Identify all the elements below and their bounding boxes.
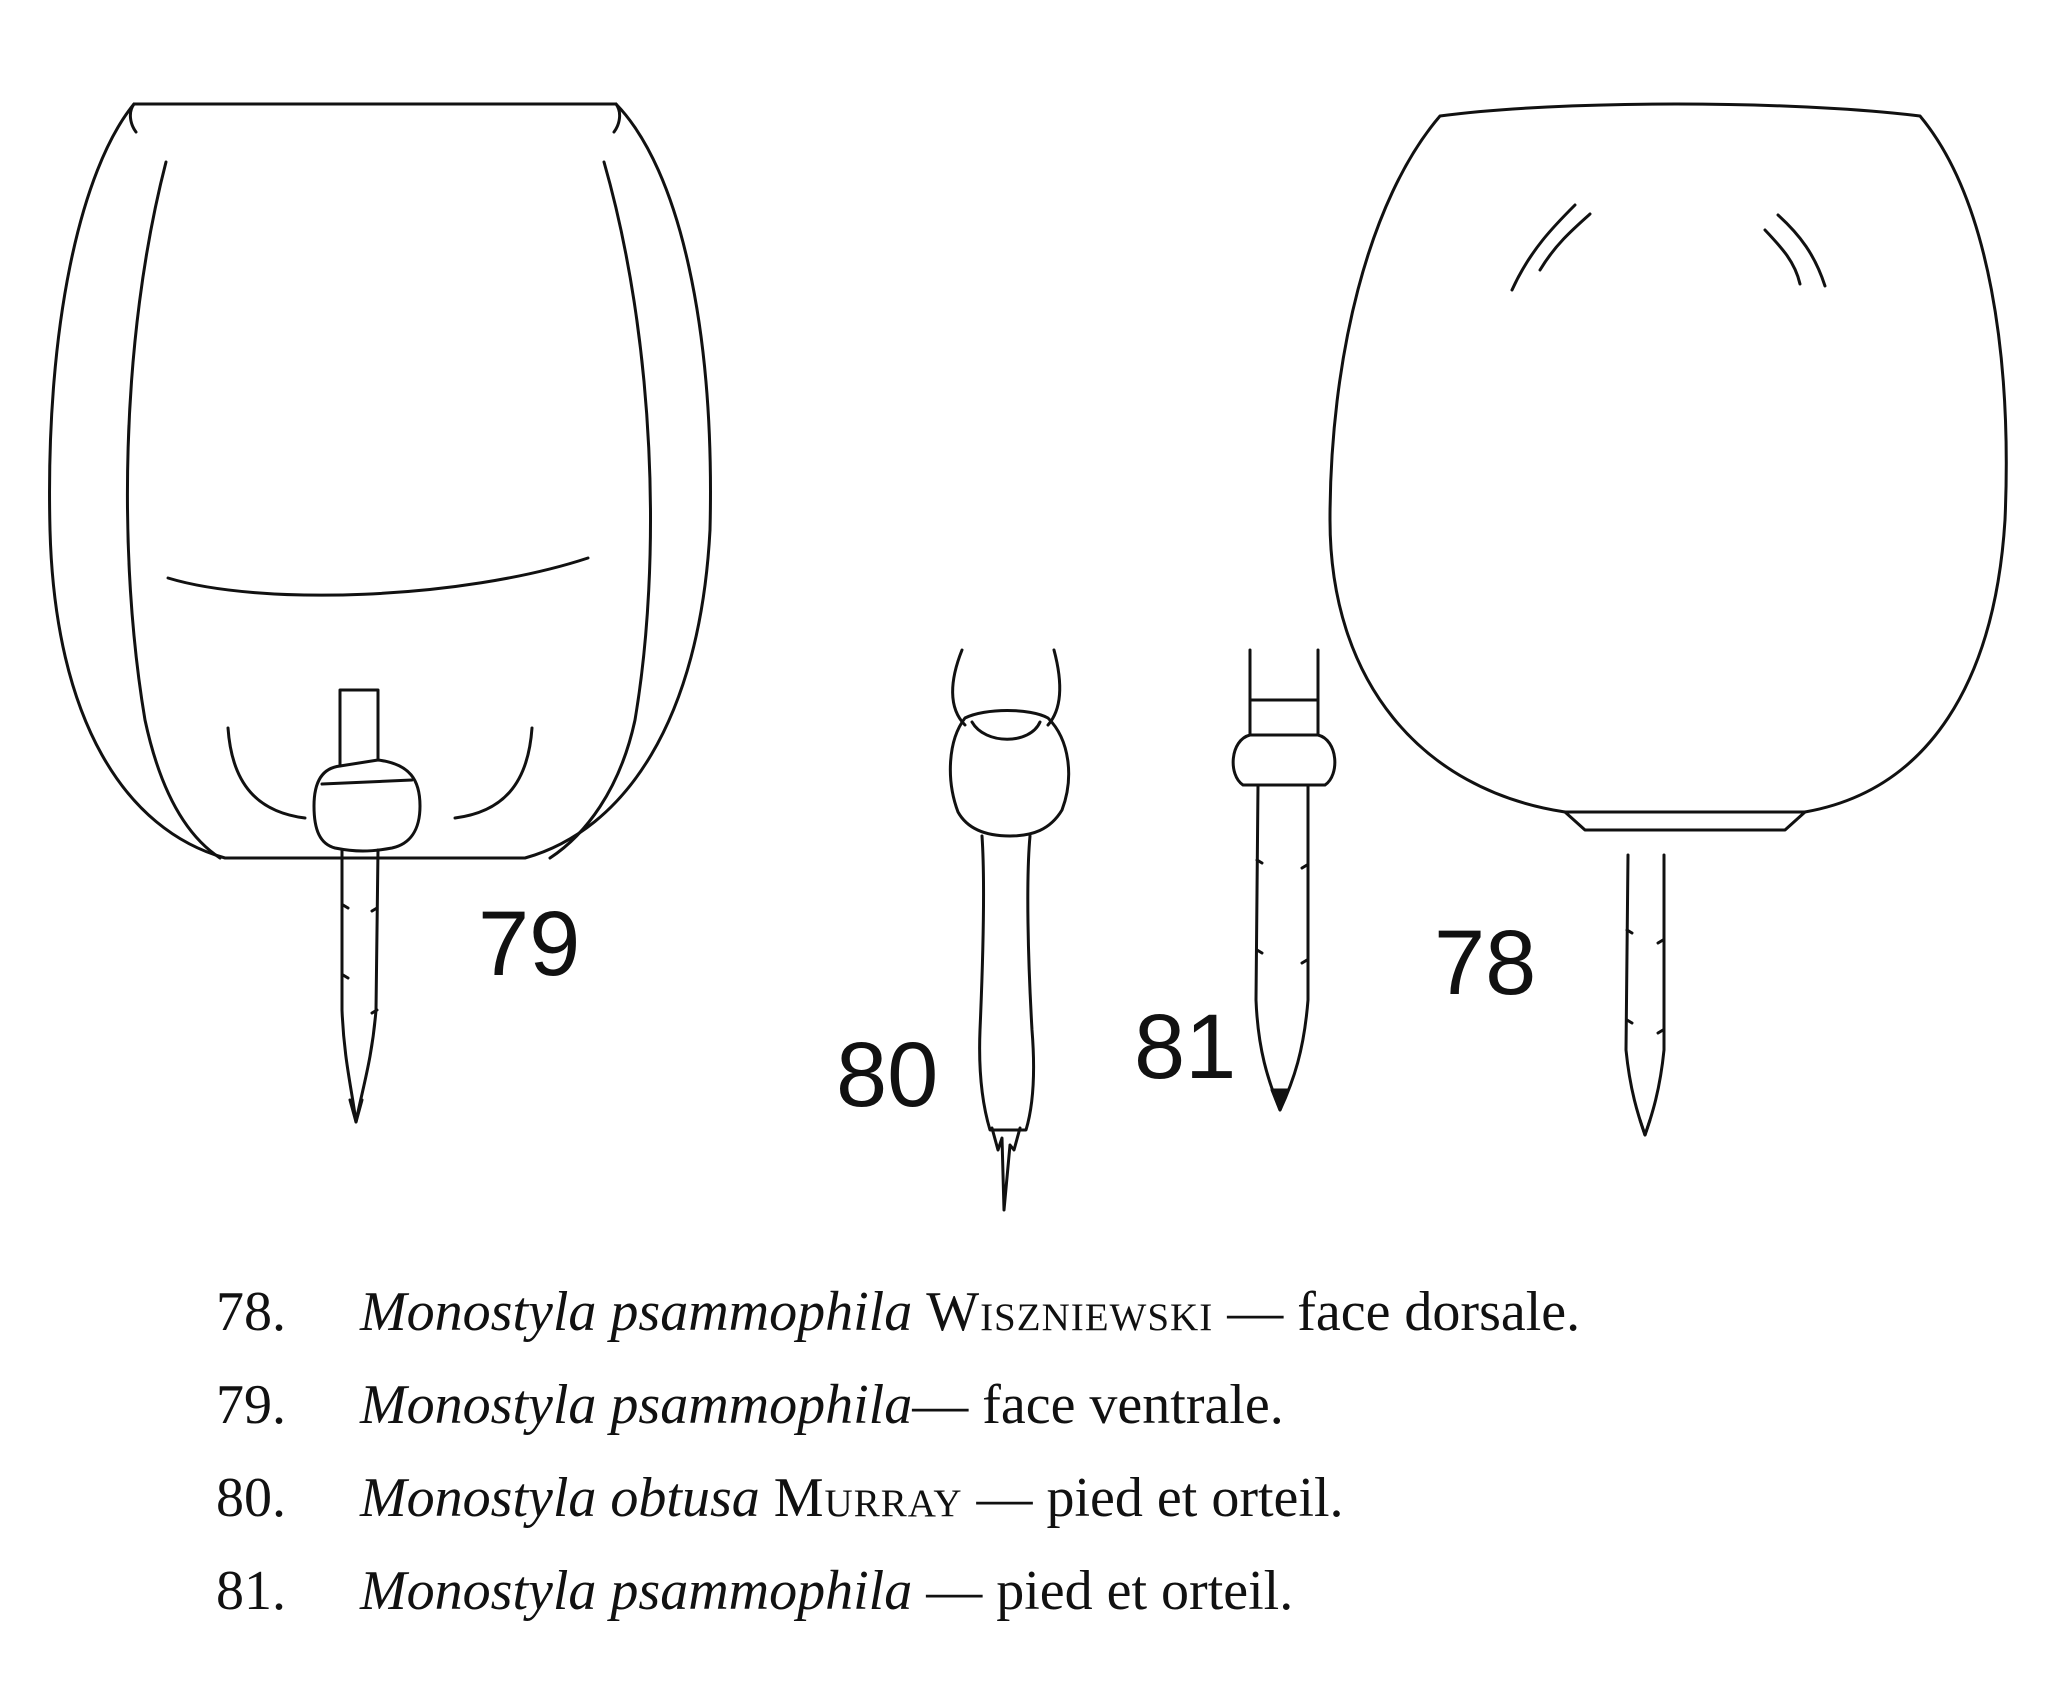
figure-caption: [216, 1266, 2016, 1638]
body-stub: [1250, 650, 1318, 700]
lorica-notch-left: [130, 104, 136, 132]
figure-80-drawing: [950, 650, 1068, 1210]
caption-number: 81.: [216, 1560, 286, 1622]
toe-setae: [1257, 860, 1307, 963]
mark-left-1: [1512, 205, 1575, 290]
toe: [1626, 855, 1664, 1135]
caption-dash: —: [912, 1374, 969, 1436]
lorica-outline: [1330, 104, 2006, 812]
figure-number-79: 79: [478, 893, 581, 995]
figure-79-drawing: [50, 104, 711, 1122]
ventral-plate-line: [168, 558, 588, 595]
lorica-outline: [50, 104, 711, 858]
body-stub-right: [1048, 650, 1060, 725]
foot-ring: [322, 780, 412, 784]
mark-left-2: [1540, 214, 1590, 270]
toe: [1256, 785, 1308, 1110]
figure-81-drawing: [1233, 650, 1335, 1110]
caption-dash: —: [926, 1560, 983, 1622]
caption-species: Monostyla psammophila: [360, 1374, 913, 1436]
toe-setae: [343, 905, 377, 1013]
lorica-lower-rim: [1565, 812, 1805, 830]
foot-upper-segment: [1250, 700, 1318, 735]
lorica-notch-right: [614, 104, 620, 132]
caption-author: Wiszniewski: [926, 1281, 1214, 1343]
toe-claw: [992, 1128, 1020, 1210]
toe-claw: [1640, 1120, 1650, 1135]
caption-species: Monostyla psammophila: [360, 1560, 913, 1622]
caption-description: pied et orteil.: [1046, 1467, 1344, 1529]
foot-segment: [314, 760, 420, 851]
figure-number-78: 78: [1434, 912, 1537, 1014]
sinus-curve-right: [455, 728, 532, 818]
caption-line-78: [216, 1266, 2016, 1359]
mark-right-2: [1765, 230, 1800, 284]
caption-author: Murray: [773, 1467, 963, 1529]
caption-line-79: [216, 1359, 2016, 1452]
caption-species: Monostyla psammophila: [360, 1281, 913, 1343]
inner-margin-right: [550, 162, 651, 858]
toe-setae: [1627, 930, 1663, 1033]
figure-number-81: 81: [1134, 996, 1237, 1098]
foot-inner: [972, 722, 1040, 739]
caption-line-81: [216, 1545, 2016, 1638]
foot-segment: [1233, 735, 1335, 785]
inner-margin-left: [127, 162, 220, 858]
caption-description: face dorsale.: [1297, 1281, 1581, 1343]
toe: [980, 836, 1034, 1130]
toe-claw: [350, 1100, 362, 1122]
foot-stub: [340, 690, 378, 766]
caption-number: 79.: [216, 1374, 286, 1436]
figure-78-drawing: [1330, 104, 2006, 1135]
caption-dash: —: [1227, 1281, 1284, 1343]
caption-line-80: [216, 1452, 2016, 1545]
caption-description: pied et orteil.: [996, 1560, 1294, 1622]
foot-segment: [950, 711, 1068, 837]
figure-number-80: 80: [836, 1024, 939, 1126]
caption-species: Monostyla obtusa: [360, 1467, 760, 1529]
caption-number: 78.: [216, 1281, 286, 1343]
caption-description: face ventrale.: [982, 1374, 1284, 1436]
toe: [342, 850, 378, 1122]
sinus-curve-left: [228, 728, 305, 818]
toe-claw: [1272, 1090, 1288, 1110]
caption-dash: —: [976, 1467, 1033, 1529]
caption-number: 80.: [216, 1467, 286, 1529]
body-stub-left: [953, 650, 965, 725]
